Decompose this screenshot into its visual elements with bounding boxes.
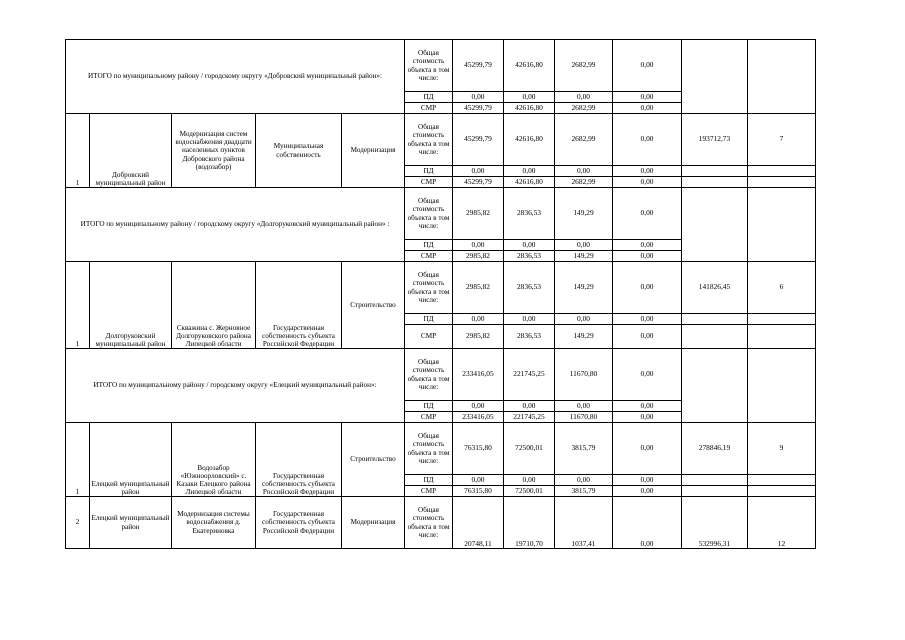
- total-label: ИТОГО по муниципальному району / городскому округу «Долгоруковский муниципальный район» :: [66, 188, 405, 262]
- count-value: 9: [748, 423, 816, 475]
- ownership: Государственная собственность субъекта Российской Федерации: [256, 423, 342, 497]
- row-kind: СМР: [405, 103, 453, 114]
- value-cell: 149,29: [555, 251, 613, 262]
- value-cell: 0,00: [613, 423, 682, 475]
- value-cell: 76315,80: [453, 423, 504, 475]
- object-name: Модернизация системы водоснабжения д. Екатериновка: [172, 497, 256, 549]
- row-kind: Общая стоимость объекта в том числе:: [405, 423, 453, 475]
- value-cell: 2985,82: [453, 325, 504, 349]
- value-cell: 45299,79: [453, 40, 504, 92]
- count-value: 7: [748, 114, 816, 166]
- value-cell: 2836,53: [504, 325, 555, 349]
- row-kind: СМР: [405, 177, 453, 188]
- value-cell: 0,00: [613, 262, 682, 314]
- total-row: [66, 188, 816, 240]
- row-kind: Общая стоимость объекта в том числе:: [405, 349, 453, 401]
- value-cell: 0,00: [453, 166, 504, 177]
- object-row: [66, 423, 816, 475]
- total-label: ИТОГО по муниципальному району / городскому округу «Добровский муниципальный район»:: [66, 40, 405, 114]
- value-cell: 149,29: [555, 262, 613, 314]
- empty-cell: [682, 188, 748, 262]
- row-kind: ПД: [405, 240, 453, 251]
- row-kind: Общая стоимость объекта в том числе:: [405, 40, 453, 92]
- value-cell: 2836,53: [504, 251, 555, 262]
- value-cell: 149,29: [555, 325, 613, 349]
- total-label: ИТОГО по муниципальному району / городскому округу «Елецкий муниципальный район»:: [66, 349, 405, 423]
- work-type: Строительство: [342, 423, 405, 497]
- object-number: 2: [66, 497, 90, 549]
- value-cell: 2985,82: [453, 251, 504, 262]
- object-row: [66, 262, 816, 314]
- empty-cell: [682, 177, 748, 188]
- value-cell: 11670,80: [555, 349, 613, 401]
- district-name: Елецкий муниципальный район: [90, 423, 172, 497]
- object-number: 1: [66, 114, 90, 188]
- ownership: Государственная собственность субъекта Российской Федерации: [256, 262, 342, 349]
- value-cell: 42616,80: [504, 103, 555, 114]
- row-kind: ПД: [405, 475, 453, 486]
- row-kind: ПД: [405, 92, 453, 103]
- value-cell: 2682,99: [555, 177, 613, 188]
- value-cell: 0,00: [613, 114, 682, 166]
- value-cell: 0,00: [613, 251, 682, 262]
- value-cell: 45299,79: [453, 114, 504, 166]
- value-cell: 0,00: [504, 92, 555, 103]
- empty-cell: [682, 40, 748, 114]
- total-row: [66, 349, 816, 401]
- value-cell: 0,00: [504, 240, 555, 251]
- value-cell: 0,00: [613, 412, 682, 423]
- value-cell: 2682,99: [555, 114, 613, 166]
- object-number: 1: [66, 423, 90, 497]
- value-cell: 19710,70: [504, 497, 555, 549]
- investment-table: [65, 39, 816, 549]
- value-cell: 233416,05: [453, 349, 504, 401]
- population-value: 278846,19: [682, 423, 748, 475]
- population-value: 141826,45: [682, 262, 748, 314]
- row-kind: СМР: [405, 325, 453, 349]
- row-kind: ПД: [405, 314, 453, 325]
- empty-cell: [748, 40, 816, 114]
- empty-cell: [682, 166, 748, 177]
- value-cell: 20748,11: [453, 497, 504, 549]
- value-cell: 11670,80: [555, 412, 613, 423]
- row-kind: Общая стоимость объекта в том числе:: [405, 497, 453, 549]
- value-cell: 0,00: [555, 166, 613, 177]
- value-cell: 0,00: [613, 497, 682, 549]
- object-name: Скважина с. Жерновное Долгоруковского района Липецкой области: [172, 262, 256, 349]
- value-cell: 2985,82: [453, 262, 504, 314]
- value-cell: 0,00: [613, 486, 682, 497]
- value-cell: 233416,05: [453, 412, 504, 423]
- value-cell: 0,00: [613, 325, 682, 349]
- value-cell: 72500,01: [504, 423, 555, 475]
- value-cell: 0,00: [613, 314, 682, 325]
- value-cell: 0,00: [453, 401, 504, 412]
- value-cell: 149,29: [555, 188, 613, 240]
- value-cell: 1037,41: [555, 497, 613, 549]
- value-cell: 0,00: [613, 188, 682, 240]
- row-kind: СМР: [405, 251, 453, 262]
- value-cell: 2682,99: [555, 40, 613, 92]
- population-value: 193712,73: [682, 114, 748, 166]
- value-cell: 221745,25: [504, 349, 555, 401]
- empty-cell: [682, 349, 748, 423]
- value-cell: 0,00: [613, 401, 682, 412]
- value-cell: 0,00: [613, 40, 682, 92]
- value-cell: 72500,01: [504, 486, 555, 497]
- value-cell: 2836,53: [504, 262, 555, 314]
- object-row: [66, 497, 816, 549]
- empty-cell: [748, 188, 816, 262]
- population-value: 532996,31: [682, 497, 748, 549]
- value-cell: 0,00: [613, 475, 682, 486]
- value-cell: 45299,79: [453, 103, 504, 114]
- row-kind: Общая стоимость объекта в том числе:: [405, 262, 453, 314]
- value-cell: 0,00: [555, 240, 613, 251]
- empty-cell: [748, 349, 816, 423]
- value-cell: 0,00: [555, 475, 613, 486]
- value-cell: 0,00: [555, 314, 613, 325]
- value-cell: 0,00: [453, 92, 504, 103]
- row-kind: Общая стоимость объекта в том числе:: [405, 188, 453, 240]
- value-cell: 221745,25: [504, 412, 555, 423]
- value-cell: 2836,53: [504, 188, 555, 240]
- value-cell: 42616,80: [504, 177, 555, 188]
- value-cell: 0,00: [613, 166, 682, 177]
- value-cell: 76315,80: [453, 486, 504, 497]
- value-cell: 0,00: [453, 475, 504, 486]
- value-cell: 42616,80: [504, 40, 555, 92]
- count-value: 6: [748, 262, 816, 314]
- work-type: Модернизация: [342, 114, 405, 188]
- work-type: Модернизация: [342, 497, 405, 549]
- district-name: Елецкий муниципальный район: [90, 497, 172, 549]
- value-cell: 2985,82: [453, 188, 504, 240]
- value-cell: 0,00: [613, 349, 682, 401]
- value-cell: 0,00: [613, 177, 682, 188]
- value-cell: 0,00: [504, 475, 555, 486]
- empty-cell: [748, 486, 816, 497]
- district-name: Добровский муниципальный район: [90, 114, 172, 188]
- value-cell: 0,00: [613, 240, 682, 251]
- empty-cell: [748, 166, 816, 177]
- object-name: Водозабор «Южноорловский» с. Казаки Елецкого района Липецкой области: [172, 423, 256, 497]
- district-name: Долгоруковский муниципальный район: [90, 262, 172, 349]
- value-cell: 0,00: [613, 103, 682, 114]
- object-name: Модернизация систем водоснабжения двадцати населенных пунктов Добровского района (водозабор): [172, 114, 256, 188]
- ownership: Муниципальная собственность: [256, 114, 342, 188]
- object-number: 1: [66, 262, 90, 349]
- empty-cell: [748, 314, 816, 325]
- value-cell: 0,00: [453, 314, 504, 325]
- empty-cell: [748, 325, 816, 349]
- value-cell: 3815,79: [555, 486, 613, 497]
- row-kind: СМР: [405, 412, 453, 423]
- empty-cell: [682, 314, 748, 325]
- count-value: 12: [748, 497, 816, 549]
- row-kind: Общая стоимость объекта в том числе:: [405, 114, 453, 166]
- empty-cell: [748, 475, 816, 486]
- row-kind: ПД: [405, 401, 453, 412]
- value-cell: 0,00: [555, 401, 613, 412]
- ownership: Государственная собственность субъекта Российской Федерации: [256, 497, 342, 549]
- empty-cell: [682, 475, 748, 486]
- row-kind: СМР: [405, 486, 453, 497]
- object-row: [66, 114, 816, 166]
- value-cell: 0,00: [504, 166, 555, 177]
- row-kind: ПД: [405, 166, 453, 177]
- work-type: Строительство: [342, 262, 405, 349]
- total-row: [66, 40, 816, 92]
- empty-cell: [748, 177, 816, 188]
- value-cell: 45299,79: [453, 177, 504, 188]
- value-cell: 0,00: [504, 314, 555, 325]
- value-cell: 0,00: [613, 92, 682, 103]
- value-cell: 2682,99: [555, 103, 613, 114]
- value-cell: 3815,79: [555, 423, 613, 475]
- value-cell: 0,00: [504, 401, 555, 412]
- empty-cell: [682, 486, 748, 497]
- value-cell: 0,00: [453, 240, 504, 251]
- empty-cell: [682, 325, 748, 349]
- value-cell: 0,00: [555, 92, 613, 103]
- value-cell: 42616,80: [504, 114, 555, 166]
